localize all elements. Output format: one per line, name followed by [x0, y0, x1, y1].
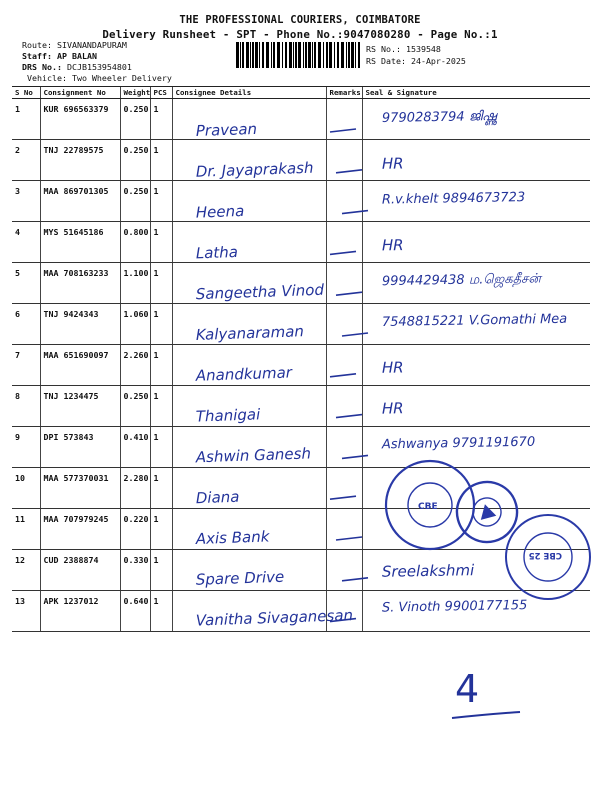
consignment-cell: TNJ 9424343	[40, 304, 120, 345]
col-weight: Weight	[120, 87, 150, 99]
drs-label: DRS No.:	[22, 62, 62, 72]
consignee-handwriting: Vanitha Sivaganesan	[195, 606, 354, 630]
weight-cell: 0.330	[120, 550, 150, 591]
sno-cell: 3	[12, 181, 40, 222]
col-consignee: Consignee Details	[172, 87, 326, 99]
consignment-cell: KUR 696563379	[40, 99, 120, 140]
weight-cell: 1.060	[120, 304, 150, 345]
pcs-cell: 1	[150, 509, 172, 550]
weight-cell: 0.250	[120, 386, 150, 427]
weight-cell: 0.250	[120, 140, 150, 181]
weight-cell: 0.220	[120, 509, 150, 550]
weight-cell: 0.410	[120, 427, 150, 468]
consignee-handwriting: Diana	[195, 487, 240, 508]
consignment-cell: DPI 573843	[40, 427, 120, 468]
pcs-cell: 1	[150, 222, 172, 263]
vehicle-label: Vehicle: Two Wheeler Delivery	[27, 73, 172, 83]
svg-text:CBE 25: CBE 25	[528, 550, 562, 560]
runsheet-subtitle: Delivery Runsheet - SPT - Phone No.:9047080280 - Page No.:1	[102, 28, 498, 41]
consignment-cell: MAA 707979245	[40, 509, 120, 550]
signature-handwriting: 7548815221 V.Gomathi Mea	[381, 311, 568, 330]
consignee-handwriting: Latha	[195, 242, 239, 263]
sno-cell: 13	[12, 591, 40, 632]
consignee-handwriting: Axis Bank	[195, 527, 270, 548]
consignee-handwriting: Kalyanaraman	[195, 322, 305, 344]
pcs-cell: 1	[150, 99, 172, 140]
weight-cell: 2.280	[120, 468, 150, 509]
consignee-handwriting: Heena	[195, 201, 245, 222]
consignment-cell: CUD 2388874	[40, 550, 120, 591]
sno-cell: 9	[12, 427, 40, 468]
pcs-cell: 1	[150, 427, 172, 468]
sno-cell: 12	[12, 550, 40, 591]
pcs-cell: 1	[150, 550, 172, 591]
company-title: THE PROFESSIONAL COURIERS, COIMBATORE	[179, 14, 421, 26]
weight-cell: 0.250	[120, 99, 150, 140]
signature-handwriting: Ashwanya 9791191670	[381, 434, 536, 453]
col-consignment: Consignment No	[40, 87, 120, 99]
stamp-spark	[506, 515, 590, 599]
drs-value: DCJB153954801	[66, 62, 132, 72]
handwriting-layer	[195, 109, 568, 630]
col-pcs: PCS	[150, 87, 172, 99]
consignee-handwriting: Ashwin Ganesh	[195, 444, 312, 467]
pcs-cell: 1	[150, 386, 172, 427]
sno-cell: 7	[12, 345, 40, 386]
signature-handwriting: HR	[381, 154, 404, 173]
consignment-cell: MYS 51645186	[40, 222, 120, 263]
stamp-axis	[450, 475, 523, 548]
svg-text:CBE: CBE	[418, 502, 438, 512]
sno-cell: 5	[12, 263, 40, 304]
consignment-cell: MAA 651690097	[40, 345, 120, 386]
pcs-cell: 1	[150, 263, 172, 304]
staff-value: AP BALAN	[56, 51, 97, 61]
pcs-cell: 1	[150, 140, 172, 181]
consignment-cell: TNJ 22789575	[40, 140, 120, 181]
signature-handwriting: Sreelakshmi	[381, 561, 475, 581]
col-sno: S No	[12, 87, 40, 99]
signature-handwriting: R.v.khelt 9894673723	[381, 190, 526, 208]
pcs-cell: 1	[150, 591, 172, 632]
route-label: Route: SIVANANDAPURAM	[22, 40, 127, 50]
total-mark: 4	[455, 667, 480, 711]
sno-cell: 8	[12, 386, 40, 427]
pcs-cell: 1	[150, 345, 172, 386]
pcs-cell: 1	[150, 181, 172, 222]
sno-cell: 1	[12, 99, 40, 140]
consignee-handwriting: Anandkumar	[195, 363, 293, 385]
signature-handwriting: 9790283794 ജിഷ്ണു	[381, 109, 497, 126]
weight-cell: 1.100	[120, 263, 150, 304]
sno-cell: 6	[12, 304, 40, 345]
weight-cell: 0.640	[120, 591, 150, 632]
consignment-cell: MAA 577370031	[40, 468, 120, 509]
consignment-cell: MAA 708163233	[40, 263, 120, 304]
signature-handwriting: HR	[381, 236, 404, 255]
consignment-cell: MAA 869701305	[40, 181, 120, 222]
staff-label: Staff:	[22, 51, 52, 61]
sno-cell: 11	[12, 509, 40, 550]
sno-cell: 4	[12, 222, 40, 263]
rs-date: RS Date: 24-Apr-2025	[366, 56, 466, 66]
sno-cell: 2	[12, 140, 40, 181]
weight-cell: 0.250	[120, 181, 150, 222]
signature-handwriting: HR	[381, 399, 404, 418]
signature-handwriting: S. Vinoth 9900177155	[381, 598, 528, 616]
signature-handwriting: HR	[381, 358, 404, 377]
signature-handwriting: 9994429438 ம.ஜெகதீசன்	[381, 271, 542, 290]
consignee-handwriting: Sangeetha Vinod	[195, 280, 325, 304]
sno-cell: 10	[12, 468, 40, 509]
consignee-handwriting: Pravean	[195, 119, 258, 140]
pcs-cell: 1	[150, 304, 172, 345]
consignee-handwriting: Thanigai	[195, 405, 261, 426]
stamp-hardwares	[386, 461, 474, 549]
consignee-handwriting: Dr. Jayaprakash	[195, 158, 314, 181]
rs-number: RS No.: 1539548	[366, 44, 441, 54]
consignment-cell: APK 1237012	[40, 591, 120, 632]
weight-cell: 0.800	[120, 222, 150, 263]
consignment-cell: TNJ 1234475	[40, 386, 120, 427]
weight-cell: 2.260	[120, 345, 150, 386]
pcs-cell: 1	[150, 468, 172, 509]
consignee-handwriting: Spare Drive	[195, 567, 285, 589]
col-signature: Seal & Signature	[362, 87, 590, 99]
col-remarks: Remarks	[326, 87, 362, 99]
